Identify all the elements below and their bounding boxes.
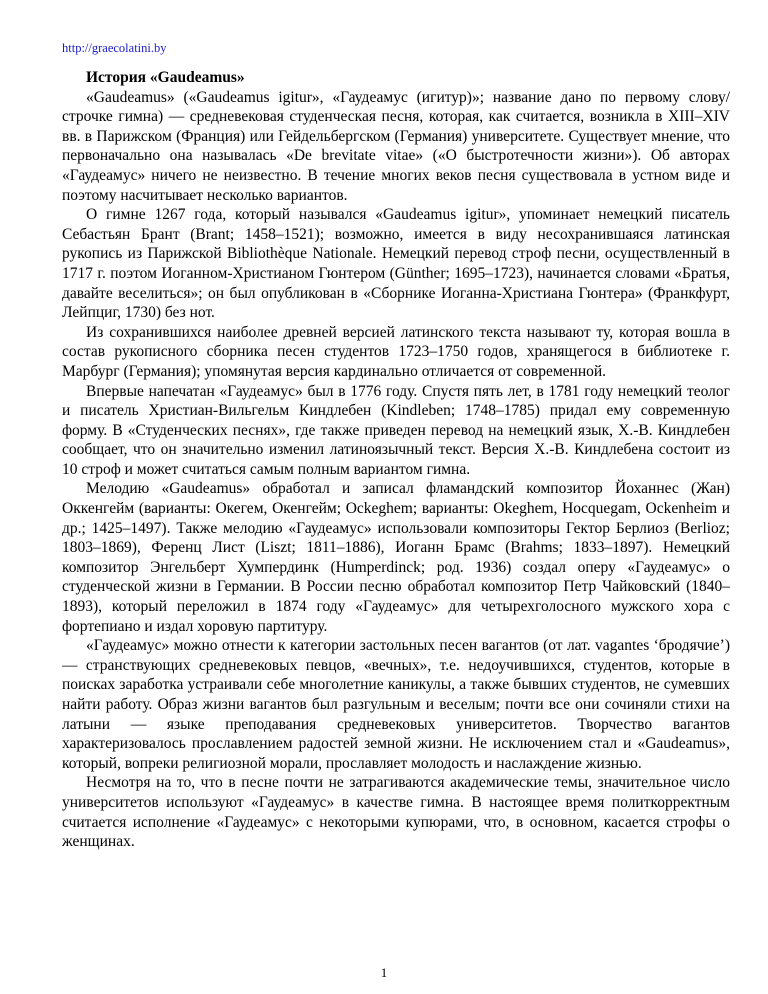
paragraph-vagantes: «Гаудеамус» можно отнести к категории застольных песен вагантов (от лат. vagantes ‘бродячие’) — странствующих средневековых певцов, «вечных», т.е. недоучившихся, студентов, которые в поисках заработка устраивали себе многолетние каникулы, а также бывших студентов, не сумевших найти работу. Образ жизни вагантов был разгульным и веселым; почти все они сочиняли стихи на латыни — языке преподавания средневековых университетов. Творчество вагантов характеризовалось прославлением радостей земной жизни. Не исключением стал и «Gaudeamus», который, вопреки религиозной морали, прославляет молодость и наслаждение жизнью. bbox=[62, 637, 730, 772]
paragraph-melody: Мелодию «Gaudeamus» обработал и записал фламандский композитор Йоханнес (Жан) Оккенгейм (варианты: Окегем, Окенгейм; Ockeghem; варианты: Okeghem, Hocquegam, Ockenheim и др.; 1425–1497). Также мелодию «Гаудеамус» использовали композиторы Гектор Берлиоз (Berlioz; 1803–1869), Ференц Лист (Liszt; 1811–1886), Иоганн Брамс (Brahms; 1833–1897). Немецкий композитор Энгельберт Хумпердинк (Humperdinck; род. 1936) создал оперу «Гаудеамус» о студенческой жизни в Германии. В России песню обработал композитор Петр Чайковский (1840–1893), который переложил в 1874 году «Гаудеамус» для четырехголосного мужского хора с фортепиано и издал хоровую партитуру. bbox=[62, 480, 730, 635]
article-title: История «Gaudeamus» bbox=[86, 69, 245, 86]
paragraph-oldest-version: Из сохранившихся наиболее древней версией латинского текста называют ту, которая вошла в состав рукописного сборника песен студентов 1723–1750 годов, хранящегося в библиотеке г. Марбург (Германия); упомянутая версия кардинально отличается от современной. bbox=[62, 323, 730, 380]
document-page bbox=[62, 40, 730, 852]
paragraph-first-print: Впервые напечатан «Гаудеамус» был в 1776 году. Спустя пять лет, в 1781 году немецкий теолог и писатель Христиан-Вильгельм Киндлебен (Kindleben; 1748–1785) придал ему современную форму. В «Студенческих песнях», где также приведен перевод на немецкий язык, Х.-В. Киндлебен сообщает, что он значительно изменил латиноязычный текст. Версия Х.-В. Киндлебена состоит из 10 строф и может считаться самым полным вариантом гимна. bbox=[62, 382, 730, 478]
page-number: 1 bbox=[380, 965, 388, 980]
paragraph-origin: «Gaudeamus» («Gaudeamus igitur», «Гаудеамус (игитур)»; название дано по первому слову/строчке гимна) — средневековая студенческая песня, которая, как считается, возникла в XIII–XIV вв. в Парижском (Франция) или Гейдельбергском (Германия) университете. Существует мнение, что первоначально она называлась «De brevitate vitae» («О быстротечности жизни»). Об авторах «Гаудеамус» ничего не неизвестно. В течение многих веков песня существовала в устном виде и поэтому насчитывает несколько вариантов. bbox=[62, 88, 730, 204]
paragraph-anthem: Несмотря на то, что в песне почти не затрагиваются академические темы, значительное число университетов используют «Гаудеамус» в качестве гимна. В настоящее время политкорректным считается исполнение «Гаудеамус» с некоторыми купюрами, что, в основном, касается строфы о женщинах. bbox=[62, 774, 730, 851]
paragraph-brant-gunther: О гимне 1267 года, который назывался «Gaudeamus igitur», упоминает немецкий писатель Себастьян Брант (Brant; 1458–1521); возможно, имеется в виду несохранившаяся латинская рукопись из Парижской Bibliothèque Nationale. Немецкий перевод строф песни, осуществленный в 1717 г. поэтом Иоганном-Христианом Гюнтером (Günther; 1695–1723), начинается словами «Братья, давайте веселиться»; он был опубликован в «Сборнике Иоганна-Христиана Гюнтера» (Франкфурт, Лейпциг, 1730) без нот. bbox=[62, 206, 730, 322]
source-link[interactable]: http://graecolatini.by bbox=[62, 41, 167, 55]
